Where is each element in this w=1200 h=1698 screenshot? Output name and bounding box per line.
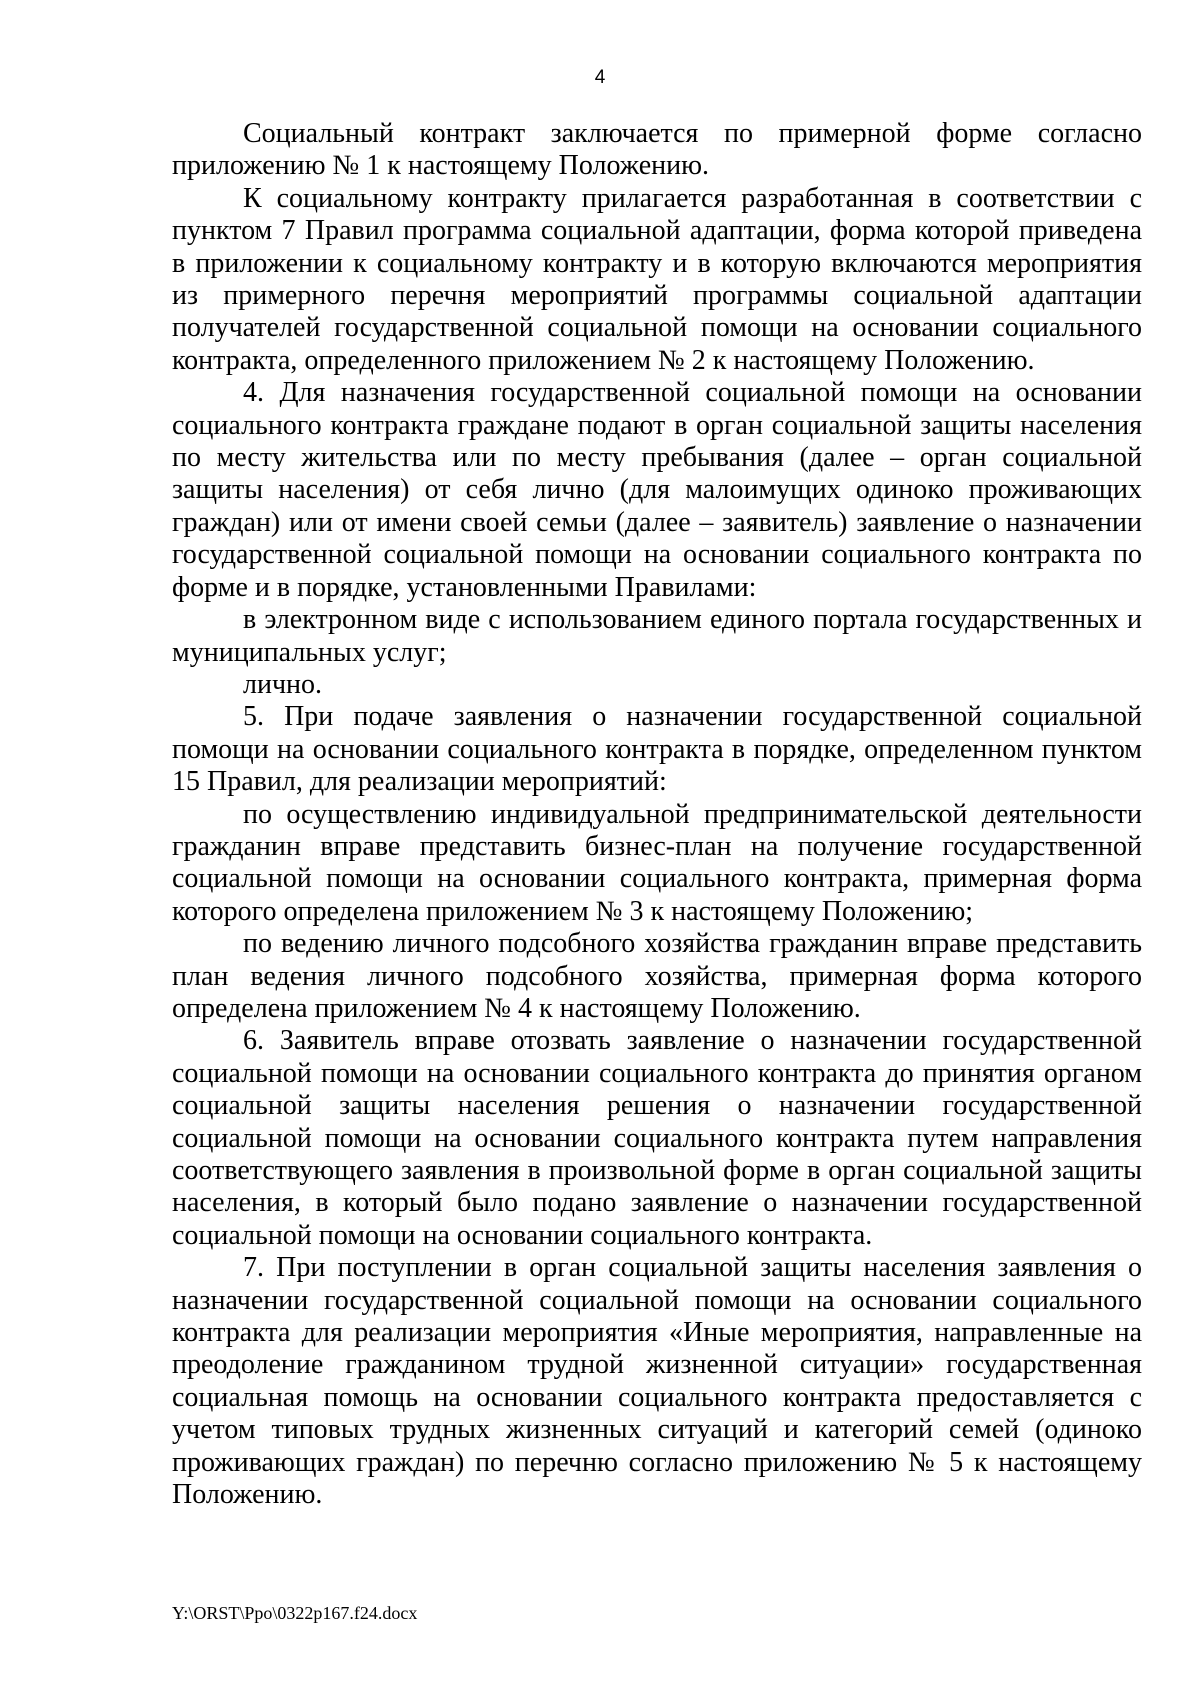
paragraph-household-plan: по ведению личного подсобного хозяйства гражданин вправе представить план ведения личного подсобного хозяйства, примерная форма которого определена приложением № 4 к настоящему Положению. xyxy=(172,928,1142,1024)
page-number: 4 xyxy=(594,67,606,88)
paragraph-adaptation-program: К социальному контракту прилагается разработанная в соответствии с пунктом 7 Правил программа социальной адаптации, форма которой приведена в приложении к социальному контракту и в которую включаются мероприятия из примерного перечня мероприятий программы социальной адаптации получателей государственной социальной помощи на основании социального контракта, определенного приложением № 2 к настоящему Положению. xyxy=(172,182,1142,376)
footer-file-path: Y:\ORST\Ppo\0322p167.f24.docx xyxy=(172,1603,418,1623)
document-body xyxy=(172,118,1142,1511)
paragraph-social-contract-form: Социальный контракт заключается по примерной форме согласно приложению № 1 к настоящему Положению. xyxy=(172,118,1142,182)
paragraph-item-6: 6. Заявитель вправе отозвать заявление о назначении государственной социальной помощи на основании социального контракта до принятия органом социальной защиты населения решения о назначении государственной социальной помощи на основании социального контракта путем направления соответствующего заявления в произвольной форме в орган социальной защиты населения, в который было подано заявление о назначении государственной социальной помощи на основании социального контракта. xyxy=(172,1025,1142,1251)
paragraph-item-4: 4. Для назначения государственной социальной помощи на основании социального контракта граждане подают в орган социальной защиты населения по месту жительства или по месту пребывания (далее – орган социальной защиты населения) от себя лично (для малоимущих одиноко проживающих граждан) или от имени своей семьи (далее – заявитель) заявление о назначении государственной социальной помощи на основании социального контракта по форме и в порядке, установленными Правилами: xyxy=(172,377,1142,603)
paragraph-business-plan: по осуществлению индивидуальной предпринимательской деятельности гражданин вправе представить бизнес-план на получение государственной социальной помощи на основании социального контракта, примерная форма которого определена приложением № 3 к настоящему Положению; xyxy=(172,798,1142,927)
paragraph-item-5: 5. При подаче заявления о назначении государственной социальной помощи на основании социального контракта в порядке, определенном пунктом 15 Правил, для реализации мероприятий: xyxy=(172,701,1142,798)
paragraph-in-person: лично. xyxy=(243,668,323,700)
paragraph-electronic-submission: в электронном виде с использованием единого портала государственных и муниципальных услуг; xyxy=(172,604,1142,668)
paragraph-item-7: 7. При поступлении в орган социальной защиты населения заявления о назначении государственной социальной помощи на основании социального контракта для реализации мероприятия «Иные мероприятия, направленные на преодоление гражданином трудной жизненной ситуации» государственная социальная помощь на основании социального контракта предоставляется с учетом типовых трудных жизненных ситуаций и категорий семей (одиноко проживающих граждан) по перечню согласно приложению № 5 к настоящему Положению. xyxy=(172,1252,1142,1511)
